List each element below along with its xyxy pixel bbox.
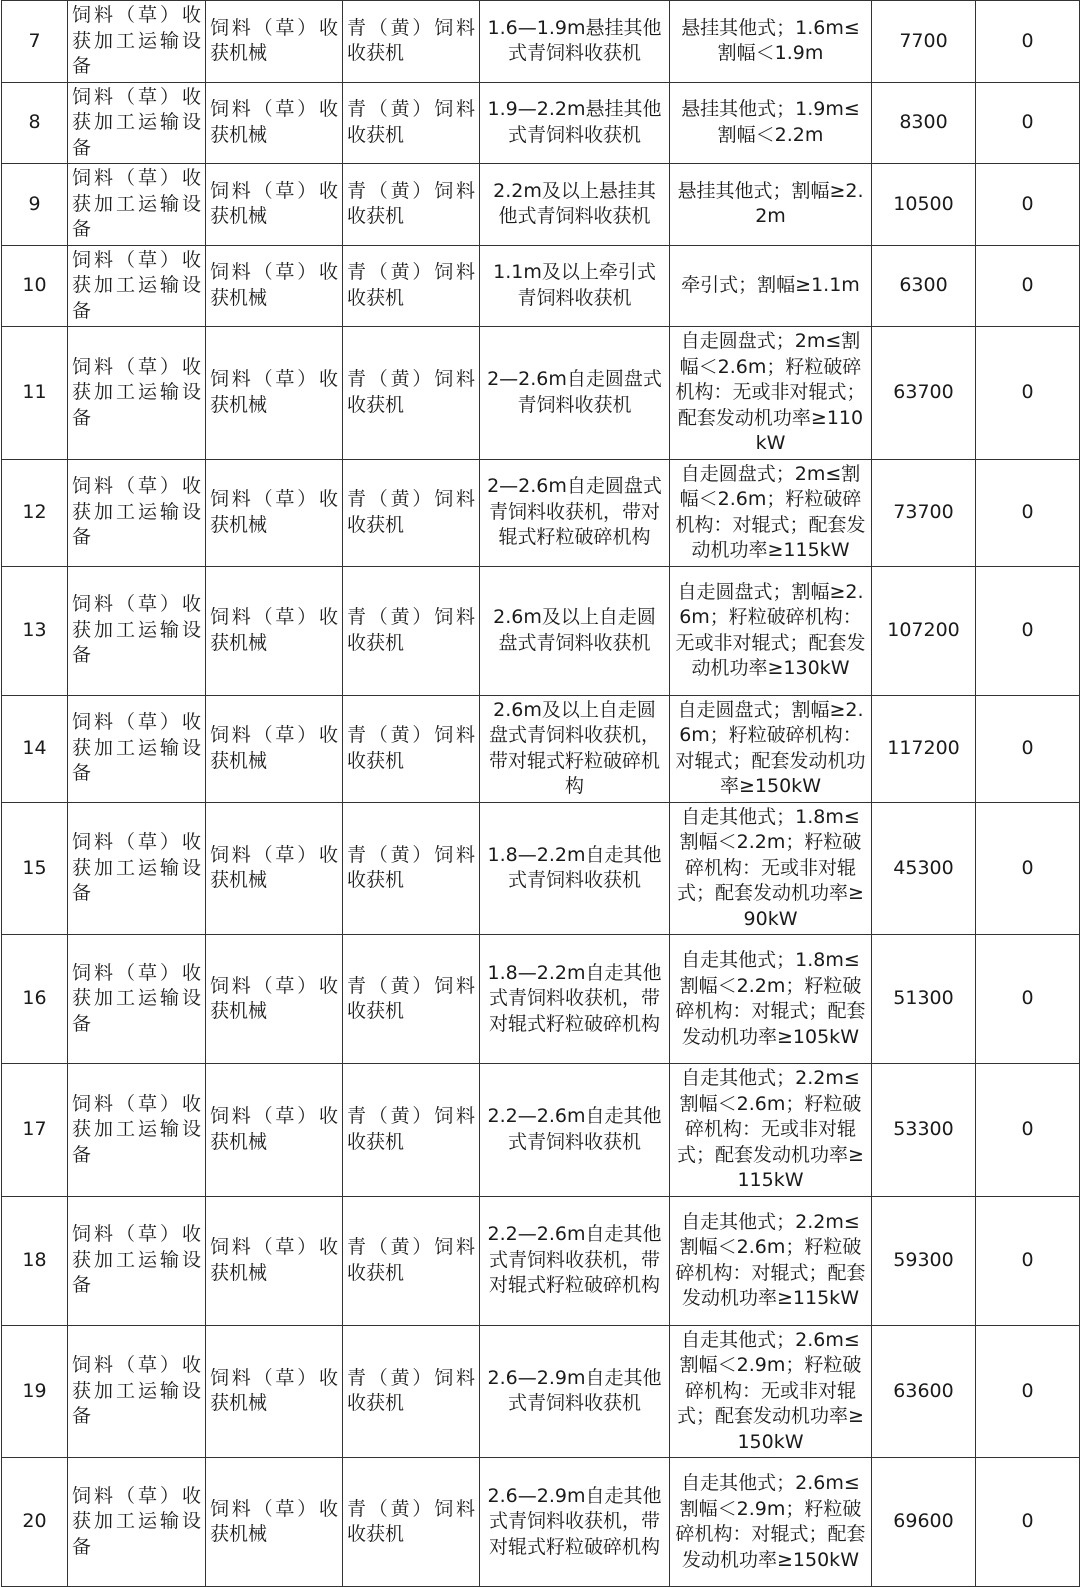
- row-number: 9: [2, 164, 68, 246]
- subsidy-amount-cell: 59300: [872, 1196, 976, 1325]
- subsidy-amount-cell: 10500: [872, 164, 976, 246]
- grade-name-cell: 2.2m及以上悬挂其他式青饲料收获机: [480, 164, 670, 246]
- item-cell: 青（黄）饲料收获机: [343, 1458, 480, 1587]
- subsidy-amount-cell: 51300: [872, 935, 976, 1064]
- item-cell: 青（黄）饲料收获机: [343, 1, 480, 83]
- subcategory-cell: 饲料（草）收获机械: [206, 695, 343, 802]
- subsidy-amount-cell: 117200: [872, 695, 976, 802]
- extra-value-cell: 0: [976, 802, 1080, 935]
- row-number: 10: [2, 245, 68, 327]
- item-cell: 青（黄）饲料收获机: [343, 566, 480, 695]
- grade-name-cell: 2—2.6m自走圆盘式青饲料收获机，带对辊式籽粒破碎机构: [480, 459, 670, 566]
- extra-value-cell: 0: [976, 1064, 1080, 1197]
- category-cell: 饲料（草）收获加工运输设备: [68, 164, 206, 246]
- subsidy-amount-cell: 53300: [872, 1064, 976, 1197]
- item-cell: 青（黄）饲料收获机: [343, 802, 480, 935]
- subcategory-cell: 饲料（草）收获机械: [206, 1196, 343, 1325]
- row-number: 17: [2, 1064, 68, 1197]
- table-row: [2, 1196, 1080, 1325]
- table-row: [2, 566, 1080, 695]
- subsidy-amount-cell: 73700: [872, 459, 976, 566]
- subsidy-amount-cell: 7700: [872, 1, 976, 83]
- spec-cell: 悬挂其他式；割幅≥2.2m: [670, 164, 872, 246]
- extra-value-cell: 0: [976, 1196, 1080, 1325]
- subcategory-cell: 饲料（草）收获机械: [206, 802, 343, 935]
- category-cell: 饲料（草）收获加工运输设备: [68, 802, 206, 935]
- grade-name-cell: 1.8—2.2m自走其他式青饲料收获机，带对辊式籽粒破碎机构: [480, 935, 670, 1064]
- table-row: [2, 327, 1080, 460]
- item-cell: 青（黄）饲料收获机: [343, 82, 480, 164]
- item-cell: 青（黄）饲料收获机: [343, 1325, 480, 1458]
- item-cell: 青（黄）饲料收获机: [343, 164, 480, 246]
- subcategory-cell: 饲料（草）收获机械: [206, 1325, 343, 1458]
- row-number: 20: [2, 1458, 68, 1587]
- item-cell: 青（黄）饲料收获机: [343, 935, 480, 1064]
- row-number: 19: [2, 1325, 68, 1458]
- item-cell: 青（黄）饲料收获机: [343, 1196, 480, 1325]
- spec-cell: 自走其他式；2.2m≤割幅＜2.6m；籽粒破碎机构：对辊式；配套发动机功率≥115kW: [670, 1196, 872, 1325]
- extra-value-cell: 0: [976, 459, 1080, 566]
- table-row: [2, 245, 1080, 327]
- table-row: [2, 164, 1080, 246]
- table-row: [2, 1, 1080, 83]
- spec-cell: 悬挂其他式；1.9m≤割幅＜2.2m: [670, 82, 872, 164]
- table-row: [2, 459, 1080, 566]
- extra-value-cell: 0: [976, 695, 1080, 802]
- extra-value-cell: 0: [976, 566, 1080, 695]
- item-cell: 青（黄）饲料收获机: [343, 1064, 480, 1197]
- item-cell: 青（黄）饲料收获机: [343, 459, 480, 566]
- spec-cell: 自走圆盘式；2m≤割幅＜2.6m；籽粒破碎机构：无或非对辊式；配套发动机功率≥110kW: [670, 327, 872, 460]
- category-cell: 饲料（草）收获加工运输设备: [68, 327, 206, 460]
- table-row: [2, 695, 1080, 802]
- extra-value-cell: 0: [976, 82, 1080, 164]
- table-row: [2, 82, 1080, 164]
- extra-value-cell: 0: [976, 327, 1080, 460]
- item-cell: 青（黄）饲料收获机: [343, 695, 480, 802]
- extra-value-cell: 0: [976, 1458, 1080, 1587]
- extra-value-cell: 0: [976, 1, 1080, 83]
- table-row: [2, 1064, 1080, 1197]
- category-cell: 饲料（草）收获加工运输设备: [68, 1064, 206, 1197]
- subcategory-cell: 饲料（草）收获机械: [206, 1458, 343, 1587]
- grade-name-cell: 1.6—1.9m悬挂其他式青饲料收获机: [480, 1, 670, 83]
- subcategory-cell: 饲料（草）收获机械: [206, 459, 343, 566]
- spec-cell: 自走其他式；2.6m≤割幅＜2.9m；籽粒破碎机构：无或非对辊式；配套发动机功率≥150kW: [670, 1325, 872, 1458]
- row-number: 13: [2, 566, 68, 695]
- grade-name-cell: 2.6m及以上自走圆盘式青饲料收获机，带对辊式籽粒破碎机构: [480, 695, 670, 802]
- grade-name-cell: 2.6m及以上自走圆盘式青饲料收获机: [480, 566, 670, 695]
- subsidy-amount-cell: 69600: [872, 1458, 976, 1587]
- table-row: [2, 802, 1080, 935]
- subsidy-amount-cell: 63700: [872, 327, 976, 460]
- subcategory-cell: 饲料（草）收获机械: [206, 935, 343, 1064]
- grade-name-cell: 1.9—2.2m悬挂其他式青饲料收获机: [480, 82, 670, 164]
- category-cell: 饲料（草）收获加工运输设备: [68, 935, 206, 1064]
- grade-name-cell: 2—2.6m自走圆盘式青饲料收获机: [480, 327, 670, 460]
- row-number: 14: [2, 695, 68, 802]
- table-body: [2, 1, 1080, 1587]
- spec-cell: 自走其他式；2.2m≤割幅＜2.6m；籽粒破碎机构：无或非对辊式；配套发动机功率≥115kW: [670, 1064, 872, 1197]
- subcategory-cell: 饲料（草）收获机械: [206, 164, 343, 246]
- grade-name-cell: 2.6—2.9m自走其他式青饲料收获机，带对辊式籽粒破碎机构: [480, 1458, 670, 1587]
- table-row: [2, 1458, 1080, 1587]
- subsidy-amount-cell: 6300: [872, 245, 976, 327]
- category-cell: 饲料（草）收获加工运输设备: [68, 1, 206, 83]
- row-number: 11: [2, 327, 68, 460]
- subcategory-cell: 饲料（草）收获机械: [206, 327, 343, 460]
- grade-name-cell: 2.2—2.6m自走其他式青饲料收获机: [480, 1064, 670, 1197]
- spec-cell: 自走其他式；2.6m≤割幅＜2.9m；籽粒破碎机构：对辊式；配套发动机功率≥150kW: [670, 1458, 872, 1587]
- spec-cell: 牵引式；割幅≥1.1m: [670, 245, 872, 327]
- subcategory-cell: 饲料（草）收获机械: [206, 566, 343, 695]
- subcategory-cell: 饲料（草）收获机械: [206, 245, 343, 327]
- extra-value-cell: 0: [976, 935, 1080, 1064]
- row-number: 7: [2, 1, 68, 83]
- category-cell: 饲料（草）收获加工运输设备: [68, 1458, 206, 1587]
- spec-cell: 自走其他式；1.8m≤割幅＜2.2m；籽粒破碎机构：无或非对辊式；配套发动机功率≥90kW: [670, 802, 872, 935]
- subsidy-amount-cell: 8300: [872, 82, 976, 164]
- item-cell: 青（黄）饲料收获机: [343, 245, 480, 327]
- spec-cell: 自走其他式；1.8m≤割幅＜2.2m；籽粒破碎机构：对辊式；配套发动机功率≥105kW: [670, 935, 872, 1064]
- category-cell: 饲料（草）收获加工运输设备: [68, 459, 206, 566]
- row-number: 8: [2, 82, 68, 164]
- table-row: [2, 1325, 1080, 1458]
- extra-value-cell: 0: [976, 164, 1080, 246]
- row-number: 18: [2, 1196, 68, 1325]
- extra-value-cell: 0: [976, 1325, 1080, 1458]
- grade-name-cell: 2.2—2.6m自走其他式青饲料收获机，带对辊式籽粒破碎机构: [480, 1196, 670, 1325]
- subcategory-cell: 饲料（草）收获机械: [206, 82, 343, 164]
- category-cell: 饲料（草）收获加工运输设备: [68, 566, 206, 695]
- grade-name-cell: 1.8—2.2m自走其他式青饲料收获机: [480, 802, 670, 935]
- category-cell: 饲料（草）收获加工运输设备: [68, 695, 206, 802]
- row-number: 15: [2, 802, 68, 935]
- spec-cell: 悬挂其他式；1.6m≤割幅＜1.9m: [670, 1, 872, 83]
- subsidy-table: [1, 0, 1080, 1587]
- subsidy-amount-cell: 63600: [872, 1325, 976, 1458]
- category-cell: 饲料（草）收获加工运输设备: [68, 245, 206, 327]
- table-row: [2, 935, 1080, 1064]
- row-number: 12: [2, 459, 68, 566]
- grade-name-cell: 2.6—2.9m自走其他式青饲料收获机: [480, 1325, 670, 1458]
- item-cell: 青（黄）饲料收获机: [343, 327, 480, 460]
- spec-cell: 自走圆盘式；割幅≥2.6m；籽粒破碎机构：对辊式；配套发动机功率≥150kW: [670, 695, 872, 802]
- row-number: 16: [2, 935, 68, 1064]
- subcategory-cell: 饲料（草）收获机械: [206, 1, 343, 83]
- spec-cell: 自走圆盘式；2m≤割幅＜2.6m；籽粒破碎机构：对辊式；配套发动机功率≥115kW: [670, 459, 872, 566]
- subcategory-cell: 饲料（草）收获机械: [206, 1064, 343, 1197]
- subsidy-amount-cell: 107200: [872, 566, 976, 695]
- grade-name-cell: 1.1m及以上牵引式青饲料收获机: [480, 245, 670, 327]
- category-cell: 饲料（草）收获加工运输设备: [68, 82, 206, 164]
- category-cell: 饲料（草）收获加工运输设备: [68, 1196, 206, 1325]
- category-cell: 饲料（草）收获加工运输设备: [68, 1325, 206, 1458]
- extra-value-cell: 0: [976, 245, 1080, 327]
- subsidy-amount-cell: 45300: [872, 802, 976, 935]
- spec-cell: 自走圆盘式；割幅≥2.6m；籽粒破碎机构：无或非对辊式；配套发动机功率≥130kW: [670, 566, 872, 695]
